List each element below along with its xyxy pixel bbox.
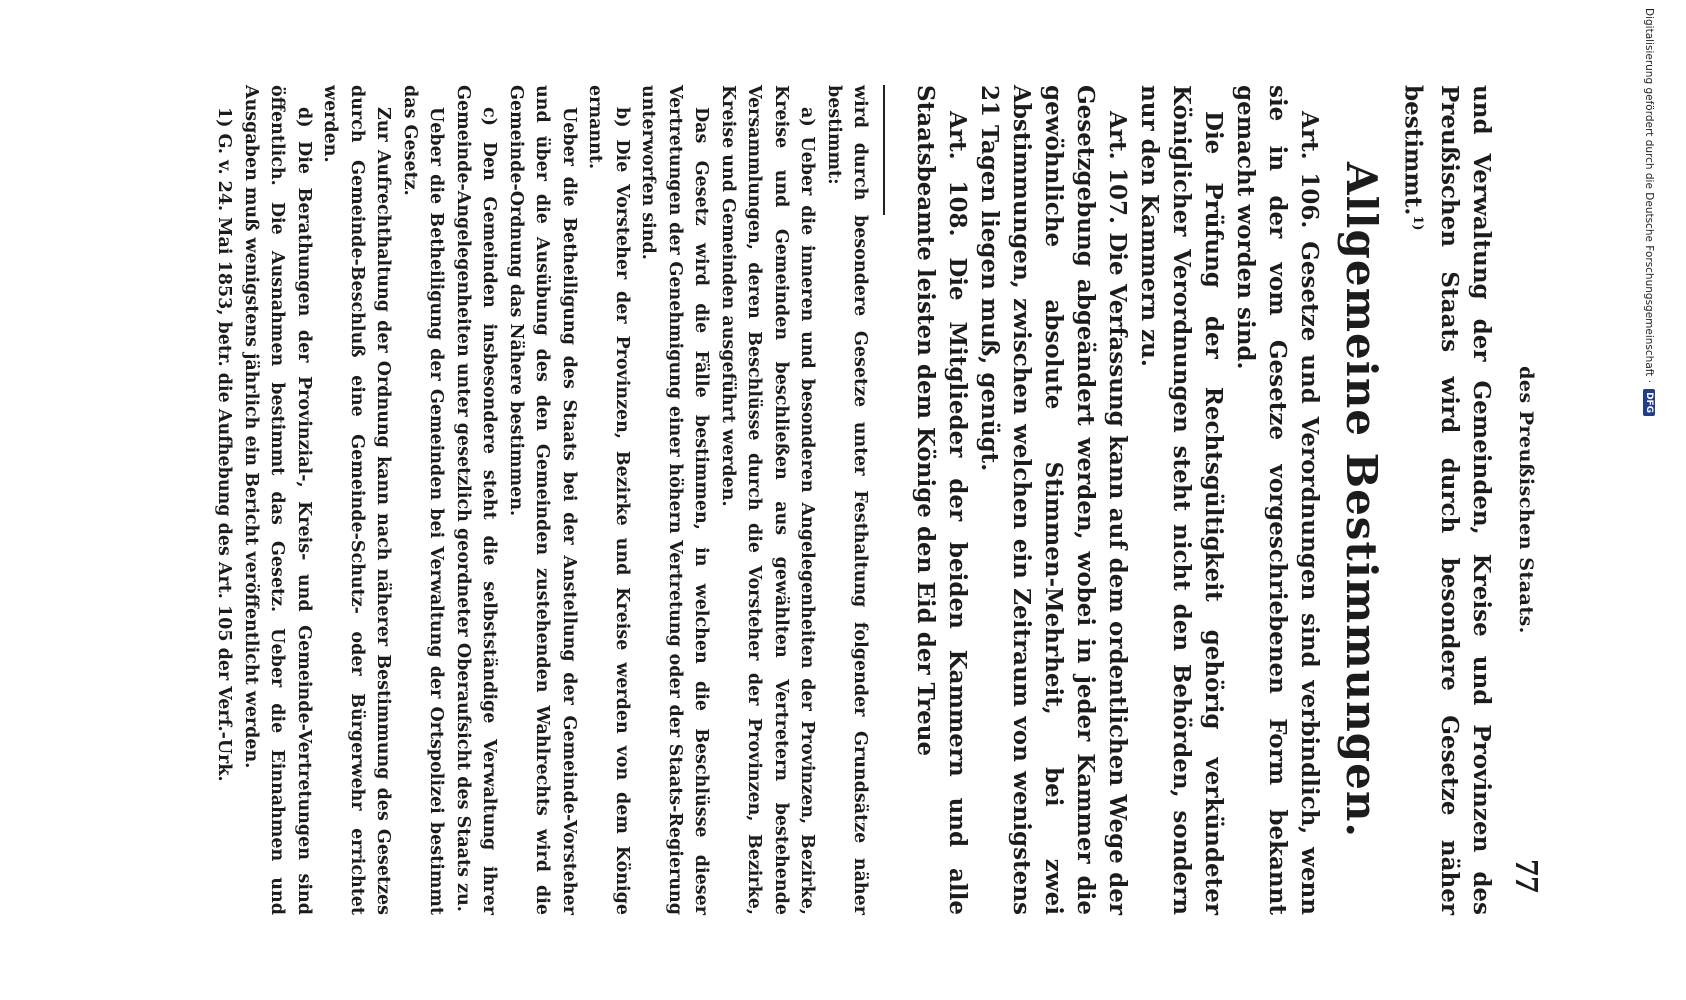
digitization-credit-text: Digitalisierung gefördert durch die Deutsche Forschungsgemeinschaft · (1643, 8, 1655, 384)
footnote-line: c) Den Gemeinden insbesondere steht die selbstständige Verwaltung ihrer Gemeinde-Angelegenheiten unter gesetzlich geordneter Oberaufsicht des Staats zu. (452, 85, 500, 915)
article-108-paragraph: Art. 108. Die Mitglieder der beiden Kammern und alle Staatsbeamte leisten dem Könige den Eid der Treue (912, 85, 972, 915)
footnote-citation: 1) G. v. 24. Mai 1853, betr. die Aufhebung des Art. 105 der Verf.-Urk. (214, 107, 235, 782)
article-107-paragraph: Art. 107. Die Verfassung kann auf dem ordentlichen Wege der Gesetzgebung abgeändert werden, wobei in jeder Kammer die gewöhnliche absolute Stimmen-Mehrheit, bei zwei Abstimmungen, zwischen welchen ein Zeitraum von wenigstens 21 Tagen liegen muß, genügt. (976, 85, 1132, 915)
article-106-second-paragraph: Die Prüfung der Rechtsgültigkeit gehörig verkündeter Königlicher Verordnungen steht nicht den Behörden, sondern nur den Kammern zu. (1136, 85, 1228, 915)
paragraph-continuation (1396, 85, 1497, 915)
article-106-paragraph: Art. 106. Gesetze und Verordnungen sind verbindlich, wenn sie in der vom Gesetze vorgeschriebenen Form bekannt gemacht worden sind. (1232, 85, 1324, 915)
rotated-text-block (214, 85, 1545, 915)
footnote-line: Das Gesetz wird die Fälle bestimmen, in welchen die Beschlüsse dieser Vertretungen der Genehmigung einer höhern Vertretung oder der Staats-Regierung unterworfen sind. (638, 85, 712, 915)
running-head (1497, 85, 1545, 915)
running-title: des Preußischen Staats. (1515, 366, 1537, 634)
footnote-line: wird durch besondere Gesetze unter Festhaltung folgender Grundsätze näher bestimmt: (823, 85, 871, 915)
footnote-line: d) Die Berathungen der Provinzial-, Kreis- und Gemeinde-Vertretungen sind öffentlich. Die Ausnahmen bestimmt das Gesetz. Ueber die Einnahmen und Ausgaben muß wenigstens jährlich ein Bericht veröffentlicht werden. (240, 85, 314, 915)
footnote-line: Zur Aufrechthaltung der Ordnung kann nach näherer Bestimmung des Gesetzes durch Gemeinde-Beschluß eine Gemeinde-Schutz- oder Bürgerwehr errichtet werden. (320, 85, 394, 915)
footnote-separator (883, 85, 885, 215)
footnote-line: Ueber die Betheiligung der Gemeinden bei Verwaltung der Ortspolizei bestimmt das Gesetz. (399, 85, 447, 915)
paragraph-continuation-text: und Verwaltung der Gemeinden, Kreise und Provinzen des Preußischen Staats wird durch besondere Gesetze näher bestimmt. (1399, 85, 1495, 915)
footnote-line: Ueber die Betheiligung des Staats bei der Anstellung der Gemeinde-Vorsteher und über die Ausübung des den Gemeinden zustehenden Wahlrechts wird die Gemeinde-Ordnung das Nähere bestimmen. (505, 85, 579, 915)
page-number: 77 (1508, 859, 1545, 893)
digitization-credit (1640, 8, 1658, 768)
footnote-line: a) Ueber die inneren und besonderen Angelegenheiten der Provinzen, Bezirke, Kreise und Gemeinden beschließen aus gewählten Vertretern bestehende Versammlungen, deren Beschlüsse durch die Vorsteher der Provinzen, Bezirke, Kreise und Gemeinden ausgeführt werden. (717, 85, 818, 915)
dfg-logo: DFG (1643, 389, 1655, 416)
footnote-line: b) Die Vorsteher der Provinzen, Bezirke und Kreise werden von dem Könige ernannt. (585, 85, 632, 915)
footnote-marker: 1) (1410, 215, 1425, 231)
section-heading: Allgemeine Bestimmungen. (1337, 161, 1387, 838)
